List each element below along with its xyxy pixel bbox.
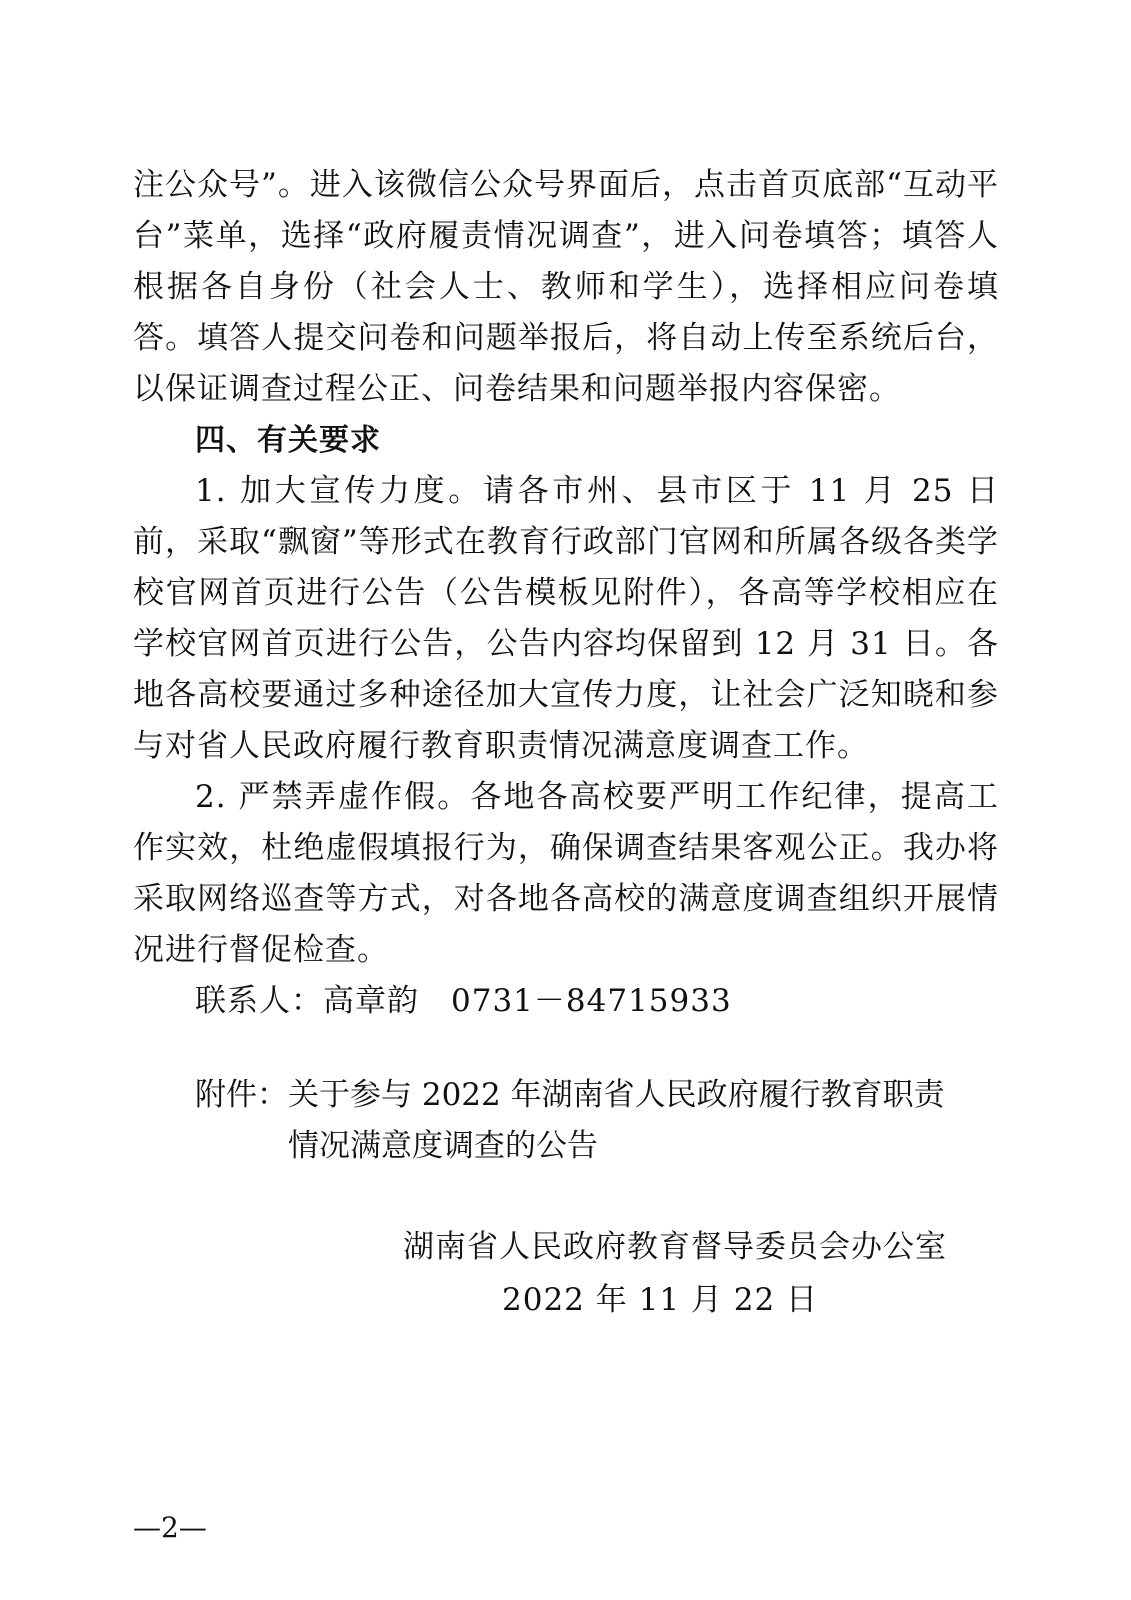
requirement-item-2: 2. 严禁弄虚作假。各地各高校要严明工作纪律，提高工作实效，杜绝虚假填报行为，确保调查结果客观公正。我办将采取网络巡查等方式，对各地各高校的满意度调查组织开展情况进行督促检查。 <box>133 779 999 968</box>
page-number: —2— <box>133 1511 207 1544</box>
signature-date: 2022 年 11 月 22 日 <box>502 1282 819 1318</box>
section-heading-requirements: 四、有关要求 <box>195 423 381 458</box>
document-body <box>133 160 999 1027</box>
signature-organization: 湖南省人民政府教育督导委员会办公室 <box>403 1229 947 1265</box>
paragraph-intro-continued: 注公众号”。进入该微信公众号界面后，点击首页底部“互动平台”菜单，选择“政府履责情况调查”，进入问卷填答；填答人根据各自身份（社会人士、教师和学生），选择相应问卷填答。填答人提交问卷和问题举报后，将自动上传至系统后台，以保证调查过程公正、问卷结果和问题举报内容保密。 <box>133 167 999 407</box>
requirement-item-1: 1. 加大宣传力度。请各市州、县市区于 11 月 25 日前，采取“飘窗”等形式在教育行政部门官网和所属各级各类学校官网首页进行公告（公告模板见附件），各高等学校相应在学校官网首页进行公告，公告内容均保留到 12 月 31 日。各地各高校要通过多种途径加大宣传力度，让社会广泛知晓和参与对省人民政府履行教育职责情况满意度调查工作。 <box>133 473 999 764</box>
contact-line: 联系人：高章韵 0731－84715933 <box>195 983 732 1019</box>
attachment-label: 附件： <box>195 1077 288 1113</box>
attachment-block <box>195 1070 995 1172</box>
attachment-title: 关于参与 2022 年湖南省人民政府履行教育职责情况满意度调查的公告 <box>288 1077 945 1164</box>
